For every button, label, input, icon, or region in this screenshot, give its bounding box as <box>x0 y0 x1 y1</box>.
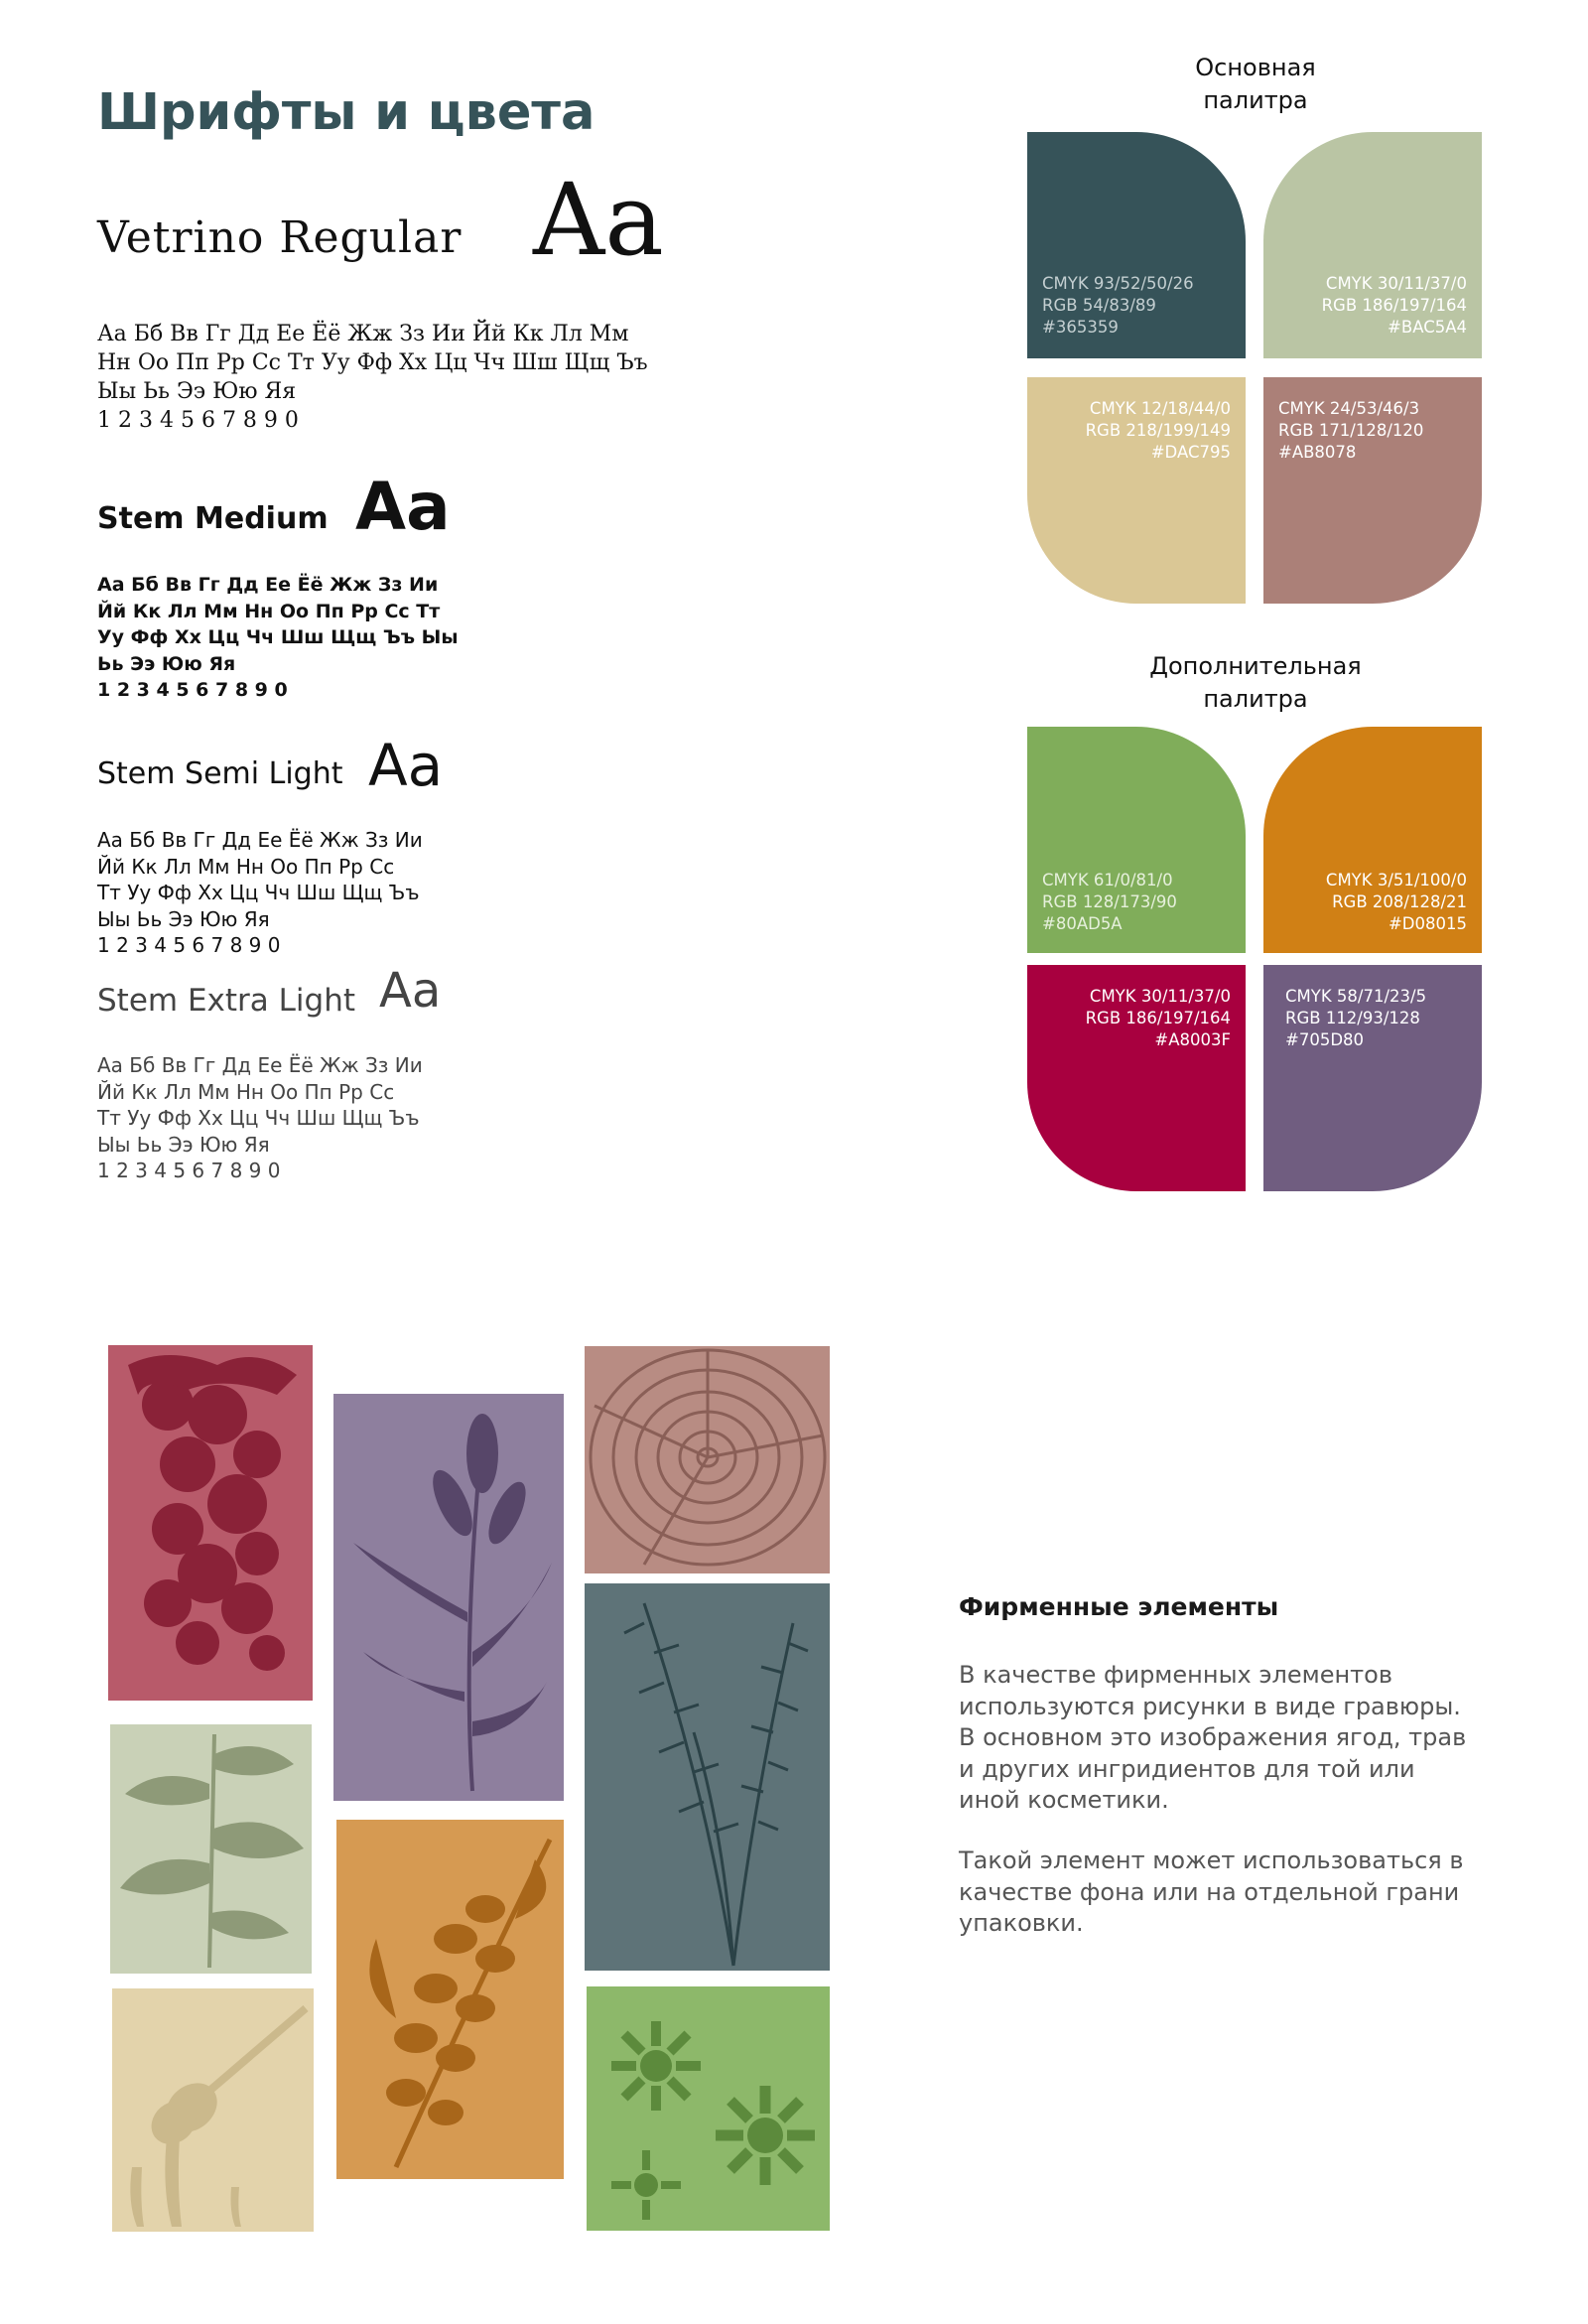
swatch-code: CMYK 3/51/100/0 RGB 208/128/21 #D08015 <box>1325 871 1467 933</box>
sea-buckthorn-engraving-icon <box>336 1820 564 2179</box>
font-aa-stem-extra-light: Aa <box>379 963 442 1019</box>
swatch-code: CMYK 30/11/37/0 RGB 186/197/164 #A8003F <box>1085 987 1231 1049</box>
page-title: Шрифты и цвета <box>97 83 596 142</box>
font-name-stem-extra-light: Stem Extra Light <box>97 983 356 1019</box>
elements-heading: Фирменные элементы <box>959 1592 1279 1621</box>
swatch-main-3 <box>1027 377 1246 604</box>
swatch-code: CMYK 61/0/81/0 RGB 128/173/90 #80AD5A <box>1042 871 1177 933</box>
swatch-main-2 <box>1263 132 1482 358</box>
font-aa-vetrino: Aa <box>533 162 664 278</box>
berries-engraving-icon <box>108 1345 313 1701</box>
nettle-engraving-icon <box>110 1724 312 1974</box>
font-sample-stem-medium: Аа Бб Вв Гг Дд Ее Ёё Жж Зз Ии Йй Кк Лл Мм Нн Оо Пп Рр Сс Тт Уу Фф Хх Цц Чч Шш Щщ Ъъ Ыы Ьь Ээ Юю Яя 1 2 3 4 5 6 7 8 9 0 <box>97 574 459 701</box>
rosemary-engraving-icon <box>585 1583 830 1971</box>
elements-paragraph-2: Такой элемент может использоваться в качестве фона или на отдельной грани упаковки. <box>959 1846 1464 1937</box>
honey-dipper-engraving-icon <box>112 1988 314 2232</box>
lavender-engraving-icon <box>333 1394 564 1801</box>
extra-palette-title: Дополнительная палитра <box>1149 652 1362 713</box>
swatch-main-1 <box>1027 132 1246 358</box>
swatch-code: CMYK 30/11/37/0 RGB 186/197/164 #BAC5A4 <box>1321 274 1467 337</box>
font-name-vetrino: Vetrino Regular <box>97 212 463 263</box>
chamomile-engraving-icon <box>587 1986 830 2231</box>
font-sample-vetrino: Аа Бб Вв Гг Дд Ее Ёё Жж Зз Ии Йй Кк Лл Мм Нн Оо Пп Рр Сс Тт Уу Фф Хх Цц Чч Шш Щщ Ъъ Ыы Ьь Ээ Юю Яя 1 2 3 4 5 6 7 8 9 0 <box>97 322 648 433</box>
font-aa-stem-medium: Aa <box>355 469 451 545</box>
font-aa-stem-semi-light: Aa <box>368 732 444 799</box>
swatch-code: CMYK 93/52/50/26 RGB 54/83/89 #365359 <box>1042 274 1194 337</box>
swatch-extra-4 <box>1263 965 1482 1191</box>
swatch-extra-3 <box>1027 965 1246 1191</box>
main-palette-title: Основная палитра <box>1195 54 1316 114</box>
swatch-code: CMYK 24/53/46/3 RGB 171/128/120 #AB8078 <box>1278 399 1424 462</box>
swatch-extra-1 <box>1027 727 1246 953</box>
font-name-stem-medium: Stem Medium <box>97 501 329 536</box>
font-name-stem-semi-light: Stem Semi Light <box>97 756 343 791</box>
swatch-main-4 <box>1263 377 1482 604</box>
font-sample-stem-extra-light: Аа Бб Вв Гг Дд Ее Ёё Жж Зз Ии Йй Кк Лл Мм Нн Оо Пп Рр Сс Тт Уу Фф Хх Цц Чч Шш Щщ Ъъ Ыы Ьь Ээ Юю Яя 1 2 3 4 5 6 7 8 9 0 <box>97 1053 423 1182</box>
elements-paragraph-1: В качестве фирменных элементов используются рисунки в виде гравюры. В основном это изображения ягод, трав и других ингридиентов для той или иной косметики. <box>959 1661 1467 1814</box>
swatch-code: CMYK 58/71/23/5 RGB 112/93/128 #705D80 <box>1285 987 1427 1049</box>
swatch-code: CMYK 12/18/44/0 RGB 218/199/149 #DAC795 <box>1085 399 1231 462</box>
font-sample-stem-semi-light: Аа Бб Вв Гг Дд Ее Ёё Жж Зз Ии Йй Кк Лл Мм Нн Оо Пп Рр Сс Тт Уу Фф Хх Цц Чч Шш Щщ Ъъ Ыы Ьь Ээ Юю Яя 1 2 3 4 5 6 7 8 9 0 <box>97 828 423 957</box>
swatch-extra-2 <box>1263 727 1482 953</box>
wood-rings-engraving-icon <box>585 1346 830 1573</box>
